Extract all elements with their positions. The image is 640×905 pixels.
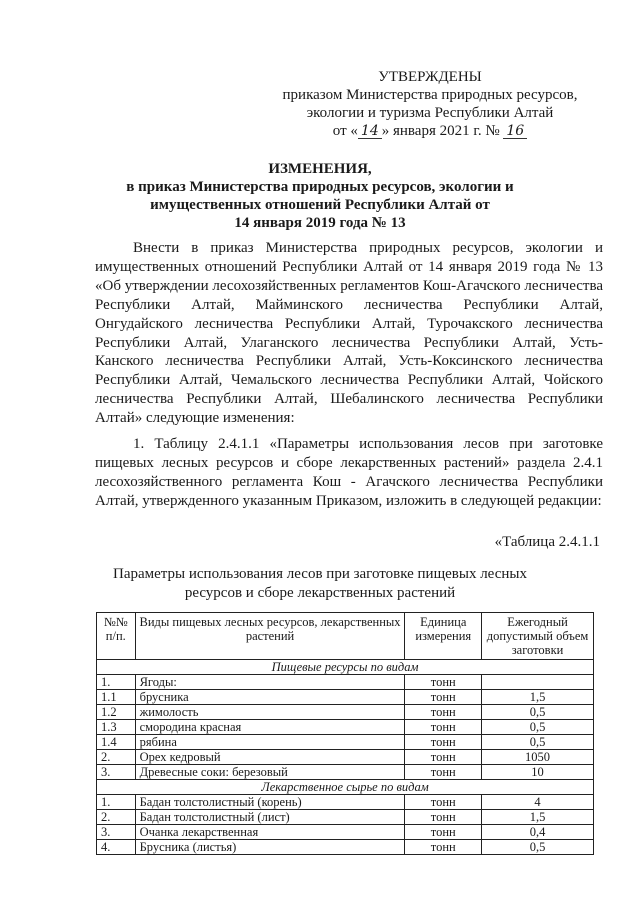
row-name: Орех кедровый: [135, 750, 405, 765]
table-row: [97, 840, 594, 855]
table-row: [97, 735, 594, 750]
row-name: рябина: [135, 735, 405, 750]
table-row: [97, 705, 594, 720]
row-value: 0,5: [482, 720, 594, 735]
date-prefix: от «: [332, 123, 358, 139]
row-unit: тонн: [405, 735, 482, 750]
header-resource: Виды пищевых лесных ресурсов, лекарственных растений: [135, 613, 405, 660]
row-name: брусника: [135, 690, 405, 705]
row-value: 0,5: [482, 840, 594, 855]
row-value: 0,5: [482, 735, 594, 750]
section-row-food: [97, 660, 594, 675]
approval-date: [260, 122, 600, 140]
row-unit: тонн: [405, 690, 482, 705]
heading-line1: ИЗМЕНЕНИЯ,: [268, 161, 372, 177]
row-value: 1050: [482, 750, 594, 765]
table-row: [97, 765, 594, 780]
table-row: [97, 690, 594, 705]
row-number: 4.: [97, 840, 136, 855]
header-volume: Ежегодный допустимый объем заготовки: [482, 613, 594, 660]
heading-line3: имущественных отношений Республики Алтай от: [150, 197, 490, 213]
row-unit: тонн: [405, 825, 482, 840]
table-header-row: [97, 613, 594, 660]
handwritten-day: 14: [358, 124, 382, 139]
paragraph-item-1: 1. Таблицу 2.4.1.1 «Параметры использования лесов при заготовке пищевых лесных ресурсов и сборе лекарственных растений» раздела 2.4.1 лесохозяйственного регламента Кош - Агачского лесничества Республики Алтай, утвержденного указанным Приказом, изложить в следующей редакции:: [95, 436, 603, 509]
section-medicinal-label: Лекарственное сырье по видам: [97, 780, 594, 795]
table-row: [97, 795, 594, 810]
row-value: 1,5: [482, 690, 594, 705]
table-row: [97, 750, 594, 765]
paragraph-intro: Внести в приказ Министерства природных ресурсов, экологии и имущественных отношений Республики Алтай от 14 января 2019 года № 13 «Об утверждении лесохозяйственных регламентов Кош-Агачского лесничества Республики Алтай, Майминского лесничества Республики Алтай, Онгудайского лесничества Республики Алтай, Турочакского лесничества Республики Алтай, Улаганского лесничества Республики Алтай, Усть-Канского лесничества Республики Алтай, Усть-Коксинского лесничества Республики Алтай, Чемальского лесничества Республики Алтай, Чойского лесничества Республики Алтай, Шебалинского лесничества Республики Алтай» следующие изменения:: [95, 240, 603, 427]
handwritten-number: 16: [503, 124, 527, 139]
heading-line2: в приказ Министерства природных ресурсов, экологии и: [126, 179, 514, 195]
row-unit: тонн: [405, 765, 482, 780]
row-value: 0,5: [482, 705, 594, 720]
row-unit: тонн: [405, 795, 482, 810]
row-number: 2.: [97, 750, 136, 765]
row-unit: тонн: [405, 810, 482, 825]
row-unit: тонн: [405, 750, 482, 765]
row-number: 3.: [97, 765, 136, 780]
row-name: смородина красная: [135, 720, 405, 735]
row-name: Бадан толстолистный (лист): [135, 810, 405, 825]
header-number: №№ п/п.: [97, 613, 136, 660]
row-unit: тонн: [405, 720, 482, 735]
row-value: 0,4: [482, 825, 594, 840]
table-row: [97, 675, 594, 690]
date-middle: » января 2021 г. №: [381, 123, 500, 139]
approval-line1: приказом Министерства природных ресурсов,: [282, 87, 578, 103]
row-name: Древесные соки: березовый: [135, 765, 405, 780]
row-unit: тонн: [405, 705, 482, 720]
row-number: 1.3: [97, 720, 136, 735]
row-name: жимолость: [135, 705, 405, 720]
row-number: 1.1: [97, 690, 136, 705]
section-row-medicinal: [97, 780, 594, 795]
row-name: Бадан толстолистный (корень): [135, 795, 405, 810]
approval-line2: экологии и туризма Республики Алтай: [306, 105, 554, 121]
table-row: [97, 810, 594, 825]
row-number: 3.: [97, 825, 136, 840]
row-number: 2.: [97, 810, 136, 825]
table-reference: «Таблица 2.4.1.1: [494, 534, 600, 550]
table-row: [97, 720, 594, 735]
header-unit: Единица измерения: [405, 613, 482, 660]
approval-title: УТВЕРЖДЕНЫ: [378, 69, 482, 85]
table-row: [97, 825, 594, 840]
row-name: Очанка лекарственная: [135, 825, 405, 840]
row-number: 1.2: [97, 705, 136, 720]
document-heading: [100, 160, 540, 232]
row-unit: тонн: [405, 675, 482, 690]
row-value: 10: [482, 765, 594, 780]
row-number: 1.: [97, 795, 136, 810]
heading-line4: 14 января 2019 года № 13: [234, 215, 406, 231]
row-value: 4: [482, 795, 594, 810]
row-value: [482, 675, 594, 690]
table-caption: Параметры использования лесов при заготовке пищевых лесных ресурсов и сборе лекарственных растений: [113, 566, 527, 601]
parameters-table: [96, 612, 594, 855]
row-number: 1.: [97, 675, 136, 690]
row-name: Ягоды:: [135, 675, 405, 690]
row-number: 1.4: [97, 735, 136, 750]
section-food-label: Пищевые ресурсы по видам: [97, 660, 594, 675]
row-value: 1,5: [482, 810, 594, 825]
row-name: Брусника (листья): [135, 840, 405, 855]
approval-stamp: [260, 68, 600, 140]
row-unit: тонн: [405, 840, 482, 855]
